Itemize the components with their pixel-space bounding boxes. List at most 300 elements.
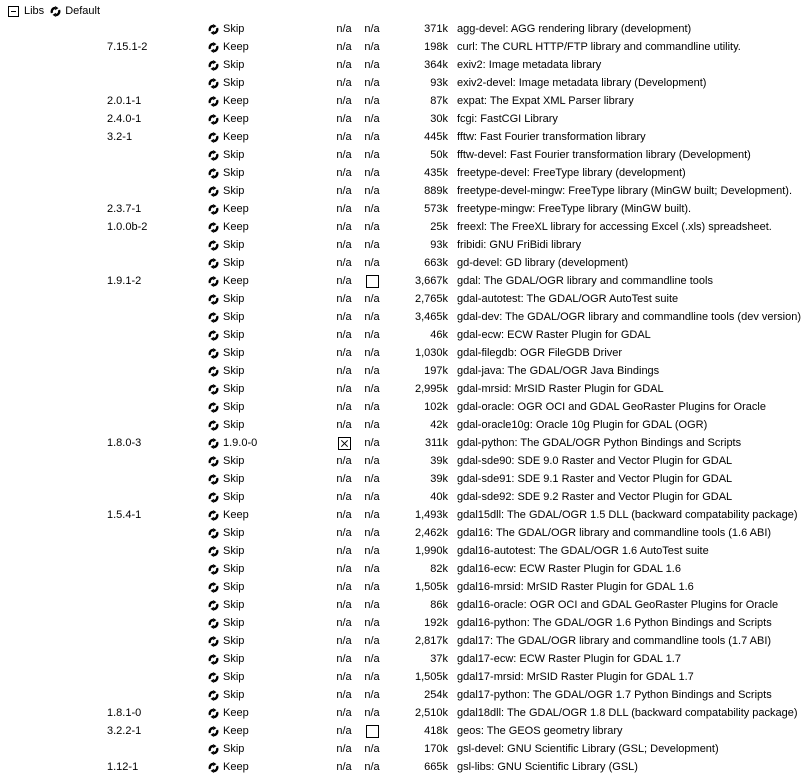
package-row [0,722,802,740]
bin-cell: n/a [336,329,352,341]
src-cell: n/a [364,23,380,35]
package-row [0,362,802,380]
package-row [0,326,802,344]
package-label: gdal-sde92: SDE 9.2 Raster and Vector Plugin for GDAL [457,491,733,503]
cycle-icon [208,456,219,467]
package-size: 1,030k [414,347,448,359]
action-toggle[interactable] [208,221,330,233]
action-toggle[interactable] [208,77,330,89]
package-size: 1,990k [414,545,448,557]
package-size: 663k [424,257,448,269]
package-row [0,308,802,326]
bin-cell: n/a [336,743,352,755]
bin-cell: n/a [336,545,352,557]
current-version: 1.9.1-2 [107,275,142,287]
action-toggle[interactable] [208,185,330,197]
action-label: Skip [223,167,245,179]
package-row [0,380,802,398]
action-label: Keep [223,761,249,773]
src-cell: n/a [364,707,380,719]
package-label: gdal-sde90: SDE 9.0 Raster and Vector Plugin for GDAL [457,455,733,467]
action-label: Skip [223,563,245,575]
package-row [0,650,802,668]
package-size: 311k [424,437,448,449]
package-row [0,596,802,614]
package-label: gdal-python: The GDAL/OGR Python Bindings and Scripts [457,437,742,449]
package-row [0,560,802,578]
bin-cell: n/a [336,293,352,305]
bin-cell: n/a [336,23,352,35]
action-label: Skip [223,599,245,611]
src-cell: n/a [364,761,380,773]
package-size: 30k [430,113,448,125]
bin-cell: n/a [336,689,352,701]
cycle-icon [208,636,219,647]
category-header [0,2,802,20]
src-cell: n/a [364,689,380,701]
package-label: gdal-oracle10g: Oracle 10g Plugin for GDAL (OGR) [457,419,708,431]
package-row [0,200,802,218]
package-label: gdal-java: The GDAL/OGR Java Bindings [457,365,660,377]
cycle-icon [208,132,219,143]
cycle-icon [208,186,219,197]
action-label: Skip [223,149,245,161]
package-row [0,218,802,236]
bin-cell: n/a [336,95,352,107]
bin-cell: n/a [336,221,352,233]
bin-cell: n/a [336,347,352,359]
package-label: gdal-dev: The GDAL/OGR library and commandline tools (dev version) [457,311,802,323]
action-label: Skip [223,347,245,359]
action-toggle[interactable] [208,545,330,557]
src-cell: n/a [364,257,380,269]
action-label: Keep [223,113,249,125]
action-label: Skip [223,743,245,755]
src-cell: n/a [364,41,380,53]
src-cell: n/a [364,653,380,665]
src-cell: n/a [364,437,380,449]
package-label: fftw-devel: Fast Fourier transformation library (Development) [457,149,751,161]
action-label: Keep [223,275,249,287]
current-version: 1.12-1 [107,761,139,773]
action-label: Skip [223,23,245,35]
src-cell: n/a [364,293,380,305]
src-cell: n/a [364,221,380,233]
cycle-icon [208,618,219,629]
category-name: Libs [24,5,45,17]
package-row [0,668,802,686]
cycle-icon [208,402,219,413]
bin-cell: n/a [336,239,352,251]
bin-cell: n/a [336,581,352,593]
package-label: geos: The GEOS geometry library [457,725,623,737]
action-toggle[interactable] [208,743,330,755]
action-label: Skip [223,239,245,251]
action-toggle[interactable] [208,347,330,359]
current-version: 1.0.0b-2 [107,221,148,233]
package-size: 37k [430,653,448,665]
package-row [0,488,802,506]
action-label: Skip [223,419,245,431]
package-size: 87k [430,95,448,107]
action-toggle[interactable] [208,707,330,719]
cycle-icon [208,474,219,485]
action-label: Skip [223,545,245,557]
src-cell: n/a [364,563,380,575]
category-action-label: Default [65,5,101,17]
action-label: Keep [223,41,249,53]
collapse-icon[interactable] [8,6,19,17]
src-cell: n/a [364,599,380,611]
package-label: gdal-mrsid: MrSID Raster Plugin for GDAL [457,383,664,395]
package-row [0,506,802,524]
package-row [0,182,802,200]
package-row [0,542,802,560]
package-label: gdal16-python: The GDAL/OGR 1.6 Python Bindings and Scripts [457,617,772,629]
cycle-icon [208,348,219,359]
action-toggle[interactable] [208,653,330,665]
src-cell: n/a [364,329,380,341]
bin-cell: n/a [336,167,352,179]
bin-cell: n/a [336,131,352,143]
package-size: 86k [430,599,448,611]
action-label: Keep [223,221,249,233]
package-size: 3,465k [414,311,448,323]
package-label: freetype-devel: FreeType library (development) [457,167,686,179]
action-toggle[interactable] [208,761,330,773]
package-size: 2,817k [414,635,448,647]
package-size: 3,667k [414,275,448,287]
package-row [0,434,802,452]
package-size: 50k [430,149,448,161]
package-size: 665k [424,761,448,773]
cycle-icon [208,312,219,323]
bin-cell: n/a [336,383,352,395]
bin-cell: n/a [336,563,352,575]
package-size: 2,510k [414,707,448,719]
src-cell: n/a [364,365,380,377]
package-row [0,398,802,416]
package-label: freetype-devel-mingw: FreeType library (MinGW built; Development). [457,185,793,197]
package-label: freetype-mingw: FreeType library (MinGW built). [457,203,692,215]
current-version: 3.2-1 [107,131,133,143]
action-label: Keep [223,509,249,521]
checkbox-checked[interactable] [338,437,351,450]
package-size: 192k [424,617,448,629]
bin-cell: n/a [336,365,352,377]
src-cell: n/a [364,95,380,107]
bin-cell: n/a [336,617,352,629]
action-label: Keep [223,203,249,215]
bin-cell: n/a [336,203,352,215]
action-toggle[interactable] [208,311,330,323]
action-toggle[interactable] [208,401,330,413]
action-toggle[interactable] [208,635,330,647]
cycle-icon [208,744,219,755]
package-label: gdal17-mrsid: MrSID Raster Plugin for GDAL 1.7 [457,671,694,683]
package-label: gdal17-ecw: ECW Raster Plugin for GDAL 1.7 [457,653,681,665]
action-toggle[interactable] [208,239,330,251]
action-toggle[interactable] [208,275,330,287]
action-toggle[interactable] [208,509,330,521]
package-row [0,344,802,362]
action-toggle[interactable] [208,689,330,701]
action-label: Skip [223,689,245,701]
action-label: Skip [223,617,245,629]
package-row [0,740,802,758]
package-size: 39k [430,455,448,467]
src-cell: n/a [364,59,380,71]
bin-cell: n/a [336,401,352,413]
src-cell: n/a [364,131,380,143]
action-toggle[interactable] [208,95,330,107]
src-cell: n/a [364,401,380,413]
action-toggle[interactable] [208,131,330,143]
package-label: gdal17: The GDAL/OGR library and commandline tools (1.7 ABI) [457,635,772,647]
package-size: 418k [424,725,448,737]
action-label: Skip [223,329,245,341]
cycle-icon [208,420,219,431]
cycle-icon [208,204,219,215]
action-toggle[interactable] [208,455,330,467]
bin-cell: n/a [336,419,352,431]
cycle-icon [208,78,219,89]
package-row [0,92,802,110]
action-toggle[interactable] [208,41,330,53]
src-cell: n/a [364,203,380,215]
package-row [0,578,802,596]
package-size: 445k [424,131,448,143]
package-label: fftw: Fast Fourier transformation library [457,131,646,143]
package-row [0,164,802,182]
current-version: 1.8.1-0 [107,707,142,719]
action-toggle[interactable] [208,167,330,179]
package-row [0,470,802,488]
bin-cell: n/a [336,41,352,53]
cycle-icon [208,384,219,395]
bin-cell: n/a [336,59,352,71]
package-size: 2,765k [414,293,448,305]
src-cell: n/a [364,527,380,539]
package-row [0,704,802,722]
cycle-icon [208,150,219,161]
action-toggle[interactable] [208,293,330,305]
src-cell: n/a [364,383,380,395]
bin-cell: n/a [336,77,352,89]
package-label: gdal16-ecw: ECW Raster Plugin for GDAL 1.6 [457,563,681,575]
current-version: 1.5.4-1 [107,509,142,521]
bin-cell: n/a [336,653,352,665]
package-row [0,236,802,254]
action-toggle[interactable] [208,365,330,377]
package-label: gsl-libs: GNU Scientific Library (GSL) [457,761,638,773]
bin-cell: n/a [336,311,352,323]
cycle-icon [208,654,219,665]
package-label: gdal16: The GDAL/OGR library and commandline tools (1.6 ABI) [457,527,772,539]
package-label: exiv2: Image metadata library [457,59,602,71]
src-cell [358,725,386,738]
package-row [0,290,802,308]
package-size: 1,505k [414,671,448,683]
package-size: 46k [430,329,448,341]
package-label: gdal16-mrsid: MrSID Raster Plugin for GDAL 1.6 [457,581,694,593]
package-row [0,254,802,272]
cycle-icon [208,294,219,305]
action-toggle[interactable] [208,23,330,35]
cycle-icon [208,276,219,287]
action-toggle[interactable] [208,329,330,341]
cycle-icon [208,114,219,125]
bin-cell: n/a [336,491,352,503]
package-size: 1,493k [414,509,448,521]
package-label: gdal-oracle: OGR OCI and GDAL GeoRaster Plugins for Oracle [457,401,766,413]
package-size: 573k [424,203,448,215]
package-row [0,56,802,74]
action-toggle[interactable] [208,383,330,395]
cycle-icon [208,60,219,71]
action-toggle[interactable] [208,113,330,125]
cycle-icon [208,258,219,269]
action-toggle[interactable] [208,725,330,737]
action-toggle[interactable] [208,419,330,431]
action-label: Skip [223,185,245,197]
cycle-icon [208,528,219,539]
current-version: 2.3.7-1 [107,203,142,215]
package-row [0,110,802,128]
package-label: gdal18dll: The GDAL/OGR 1.8 DLL (backward compatability package) [457,707,798,719]
src-cell: n/a [364,239,380,251]
src-cell: n/a [364,149,380,161]
bin-cell: n/a [336,725,352,737]
package-size: 371k [424,23,448,35]
cycle-icon [208,438,219,449]
package-label: fribidi: GNU FriBidi library [457,239,582,251]
bin-cell: n/a [336,185,352,197]
action-toggle[interactable] [208,491,330,503]
cycle-icon [208,24,219,35]
src-cell: n/a [364,185,380,197]
package-chooser [0,2,802,776]
action-toggle[interactable] [208,617,330,629]
action-toggle[interactable] [208,257,330,269]
action-toggle[interactable] [208,581,330,593]
package-row [0,686,802,704]
package-label: gsl-devel: GNU Scientific Library (GSL; Development) [457,743,719,755]
bin-cell: n/a [336,473,352,485]
package-label: gdal16-oracle: OGR OCI and GDAL GeoRaster Plugins for Oracle [457,599,779,611]
package-size: 364k [424,59,448,71]
action-toggle[interactable] [208,671,330,683]
cycle-icon [208,42,219,53]
cycle-icon [208,96,219,107]
src-cell: n/a [364,635,380,647]
category-action-toggle[interactable] [50,5,100,17]
src-cell: n/a [364,455,380,467]
cycle-icon [208,510,219,521]
package-size: 170k [424,743,448,755]
cycle-icon [208,240,219,251]
action-toggle[interactable] [208,563,330,575]
action-label: Skip [223,491,245,503]
package-label: exiv2-devel: Image metadata library (Development) [457,77,707,89]
current-version: 2.0.1-1 [107,95,142,107]
package-size: 2,462k [414,527,448,539]
cycle-icon [208,492,219,503]
bin-cell: n/a [336,509,352,521]
package-label: gdal-sde91: SDE 9.1 Raster and Vector Plugin for GDAL [457,473,733,485]
package-size: 102k [424,401,448,413]
action-label: Keep [223,95,249,107]
action-label: Skip [223,581,245,593]
bin-cell [330,437,358,450]
action-toggle[interactable] [208,473,330,485]
checkbox-unchecked[interactable] [366,275,379,288]
package-size: 2,995k [414,383,448,395]
bin-cell: n/a [336,527,352,539]
checkbox-unchecked[interactable] [366,725,379,738]
action-toggle[interactable] [208,59,330,71]
action-label: Skip [223,257,245,269]
package-row [0,524,802,542]
action-toggle[interactable] [208,203,330,215]
cycle-icon [208,168,219,179]
package-label: expat: The Expat XML Parser library [457,95,634,107]
package-label: fcgi: FastCGI Library [457,113,558,125]
bin-cell: n/a [336,275,352,287]
action-label: 1.9.0-0 [223,437,258,449]
bin-cell: n/a [336,113,352,125]
src-cell: n/a [364,311,380,323]
action-toggle[interactable] [208,437,330,449]
src-cell: n/a [364,113,380,125]
cycle-icon [208,582,219,593]
package-label: gd-devel: GD library (development) [457,257,629,269]
src-cell: n/a [364,77,380,89]
package-size: 254k [424,689,448,701]
action-label: Skip [223,59,245,71]
bin-cell: n/a [336,455,352,467]
action-label: Keep [223,131,249,143]
package-label: gdal: The GDAL/OGR library and commandline tools [457,275,713,287]
current-version: 2.4.0-1 [107,113,142,125]
package-size: 93k [430,77,448,89]
package-row [0,146,802,164]
cycle-icon [208,366,219,377]
cycle-icon [208,546,219,557]
package-label: freexl: The FreeXL library for accessing Excel (.xls) spreadsheet. [457,221,772,233]
action-label: Skip [223,527,245,539]
package-size: 40k [430,491,448,503]
src-cell: n/a [364,167,380,179]
cycle-icon [208,726,219,737]
bin-cell: n/a [336,671,352,683]
action-toggle[interactable] [208,527,330,539]
package-label: curl: The CURL HTTP/FTP library and commandline utility. [457,41,741,53]
package-size: 82k [430,563,448,575]
package-label: gdal16-autotest: The GDAL/OGR 1.6 AutoTest suite [457,545,709,557]
action-label: Skip [223,383,245,395]
action-toggle[interactable] [208,149,330,161]
src-cell: n/a [364,347,380,359]
package-row [0,74,802,92]
action-label: Skip [223,455,245,467]
src-cell: n/a [364,743,380,755]
current-version: 1.8.0-3 [107,437,142,449]
package-size: 197k [424,365,448,377]
src-cell: n/a [364,509,380,521]
action-toggle[interactable] [208,599,330,611]
package-size: 198k [424,41,448,53]
